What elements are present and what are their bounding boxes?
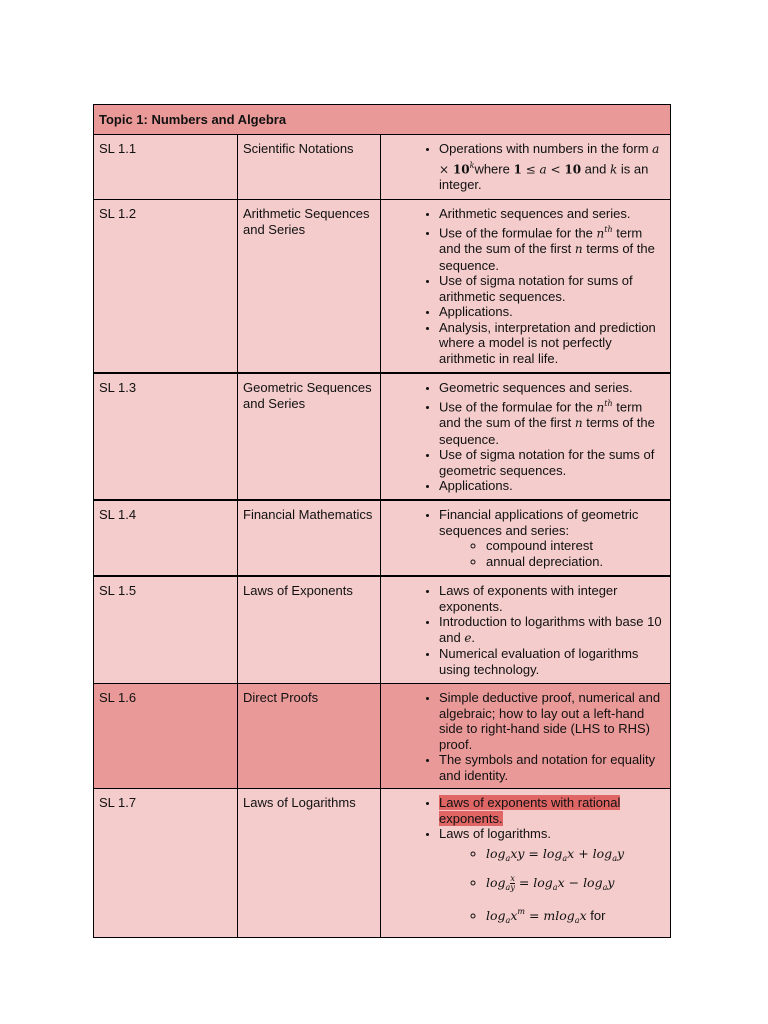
list-item (439, 396, 665, 448)
row-code: SL 1.5 (94, 576, 238, 684)
sub-list-item: ◦ compound interest (486, 538, 665, 554)
bullet-text: Introduction to logarithms with base 10 and (439, 614, 662, 645)
bullet-text: Laws of logarithms. (439, 826, 551, 841)
bullet-list (386, 141, 665, 193)
table-row (94, 373, 671, 500)
bullet-text: term and the sum of the first (439, 224, 643, 257)
table-row-highlighted (94, 684, 671, 789)
bullet-text: where (474, 160, 514, 176)
list-item (439, 826, 665, 933)
table-title: Topic 1: Numbers and Algebra (94, 105, 671, 135)
log-law-product: ◦ $\log_axy = \log_ax + \log_ay$ (486, 842, 665, 871)
math-var: a (539, 161, 547, 176)
list-item: • Use of sigma notation for sums of arithmetic sequences. (439, 273, 665, 304)
bullet-text: Operations with numbers in the form (439, 141, 653, 156)
table-row (94, 500, 671, 576)
list-item: • Numerical evaluation of logarithms using technology. (439, 646, 665, 677)
math-op: × (439, 161, 453, 176)
sub-list (439, 538, 665, 569)
row-topic: Laws of Exponents (238, 576, 381, 684)
math-var: n (574, 416, 583, 431)
math-var: k (609, 161, 618, 176)
row-code: SL 1.7 (94, 789, 238, 938)
row-topic: Direct Proofs (238, 684, 381, 789)
row-content (381, 500, 671, 576)
list-item: • Geometric sequences and series. (439, 380, 665, 396)
math-var: n (596, 399, 605, 414)
bullet-text: Use of the formulae for the (439, 398, 597, 414)
table-header-row (94, 105, 671, 135)
math-op: < (546, 161, 565, 176)
bullet-text: terms of the sequence. (439, 415, 655, 447)
math-var: n (596, 225, 605, 240)
row-content (381, 789, 671, 938)
table-row (94, 789, 671, 938)
bullet-list (386, 583, 665, 677)
list-item (439, 141, 665, 193)
math-num: 10 (564, 161, 582, 176)
sub-list-item: ◦ annual depreciation. (486, 554, 665, 570)
math-num: 1 (513, 161, 522, 176)
row-content (381, 684, 671, 789)
bullet-list (386, 507, 665, 569)
fraction: $\frac{x}{y}$ (510, 873, 515, 892)
list-item: • Analysis, interpretation and prediction where a model is not perfectly arithmetic in real life. (439, 320, 665, 367)
row-topic: Financial Mathematics (238, 500, 381, 576)
math-exp: th (604, 398, 613, 408)
list-item (439, 222, 665, 274)
table-row (94, 200, 671, 374)
list-item: • Applications. (439, 478, 665, 494)
row-content (381, 576, 671, 684)
math-exp: th (604, 224, 613, 234)
bullet-text: and (581, 160, 610, 176)
math-var: e (464, 630, 472, 645)
list-item: • Laws of exponents with integer exponents. (439, 583, 665, 614)
row-code: SL 1.2 (94, 200, 238, 374)
bullet-text: term and the sum of the first (439, 398, 643, 431)
bullet-list (386, 690, 665, 783)
row-topic: Arithmetic Sequences and Series (238, 200, 381, 374)
bullet-list (386, 206, 665, 366)
bullet-text: terms of the sequence. (439, 241, 655, 273)
math-var: n (574, 242, 583, 257)
row-content (381, 373, 671, 500)
bullet-text: . (471, 629, 476, 645)
bullet-text: Use of the formulae for the (439, 224, 597, 240)
row-code: SL 1.4 (94, 500, 238, 576)
bullet-list (386, 795, 665, 933)
list-item: • The symbols and notation for equality and identity. (439, 752, 665, 783)
list-item: • Use of sigma notation for the sums of geometric sequences. (439, 447, 665, 478)
highlighted-text: Laws of exponents with rational exponents. (439, 795, 621, 826)
table-row (94, 135, 671, 200)
bullet-text: is an integer. (439, 160, 649, 193)
sub-list (439, 842, 665, 933)
log-law-quotient: ◦ $\log_a$ $\frac{x}{y}$ = $\log_ax - \log_ay$ (486, 871, 665, 900)
list-item: • Arithmetic sequences and series. (439, 206, 665, 222)
list-item: • Applications. (439, 304, 665, 320)
list-item: • Simple deductive proof, numerical and algebraic; how to lay out a left-hand side to right-hand side (LHS to RHS) proof. (439, 690, 665, 752)
row-code: SL 1.3 (94, 373, 238, 500)
row-content (381, 135, 671, 200)
bullet-text: Financial applications of geometric sequences and series: (439, 507, 639, 538)
list-item (439, 614, 665, 646)
math-num: 10 (452, 161, 470, 176)
row-code: SL 1.6 (94, 684, 238, 789)
table-row (94, 576, 671, 684)
row-topic: Scientific Notations (238, 135, 381, 200)
bullet-list (386, 380, 665, 494)
syllabus-table (93, 104, 671, 938)
list-item (439, 795, 665, 826)
math-exp: k (469, 160, 475, 170)
math-op: ≤ (521, 161, 540, 176)
row-topic: Laws of Logarithms (238, 789, 381, 938)
log-law-power: ◦ $\log_ax^m = mlog_ax$ for (486, 900, 665, 933)
row-topic: Geometric Sequences and Series (238, 373, 381, 500)
list-item (439, 507, 665, 569)
math-var: a (652, 142, 660, 156)
row-content (381, 200, 671, 374)
row-code: SL 1.1 (94, 135, 238, 200)
